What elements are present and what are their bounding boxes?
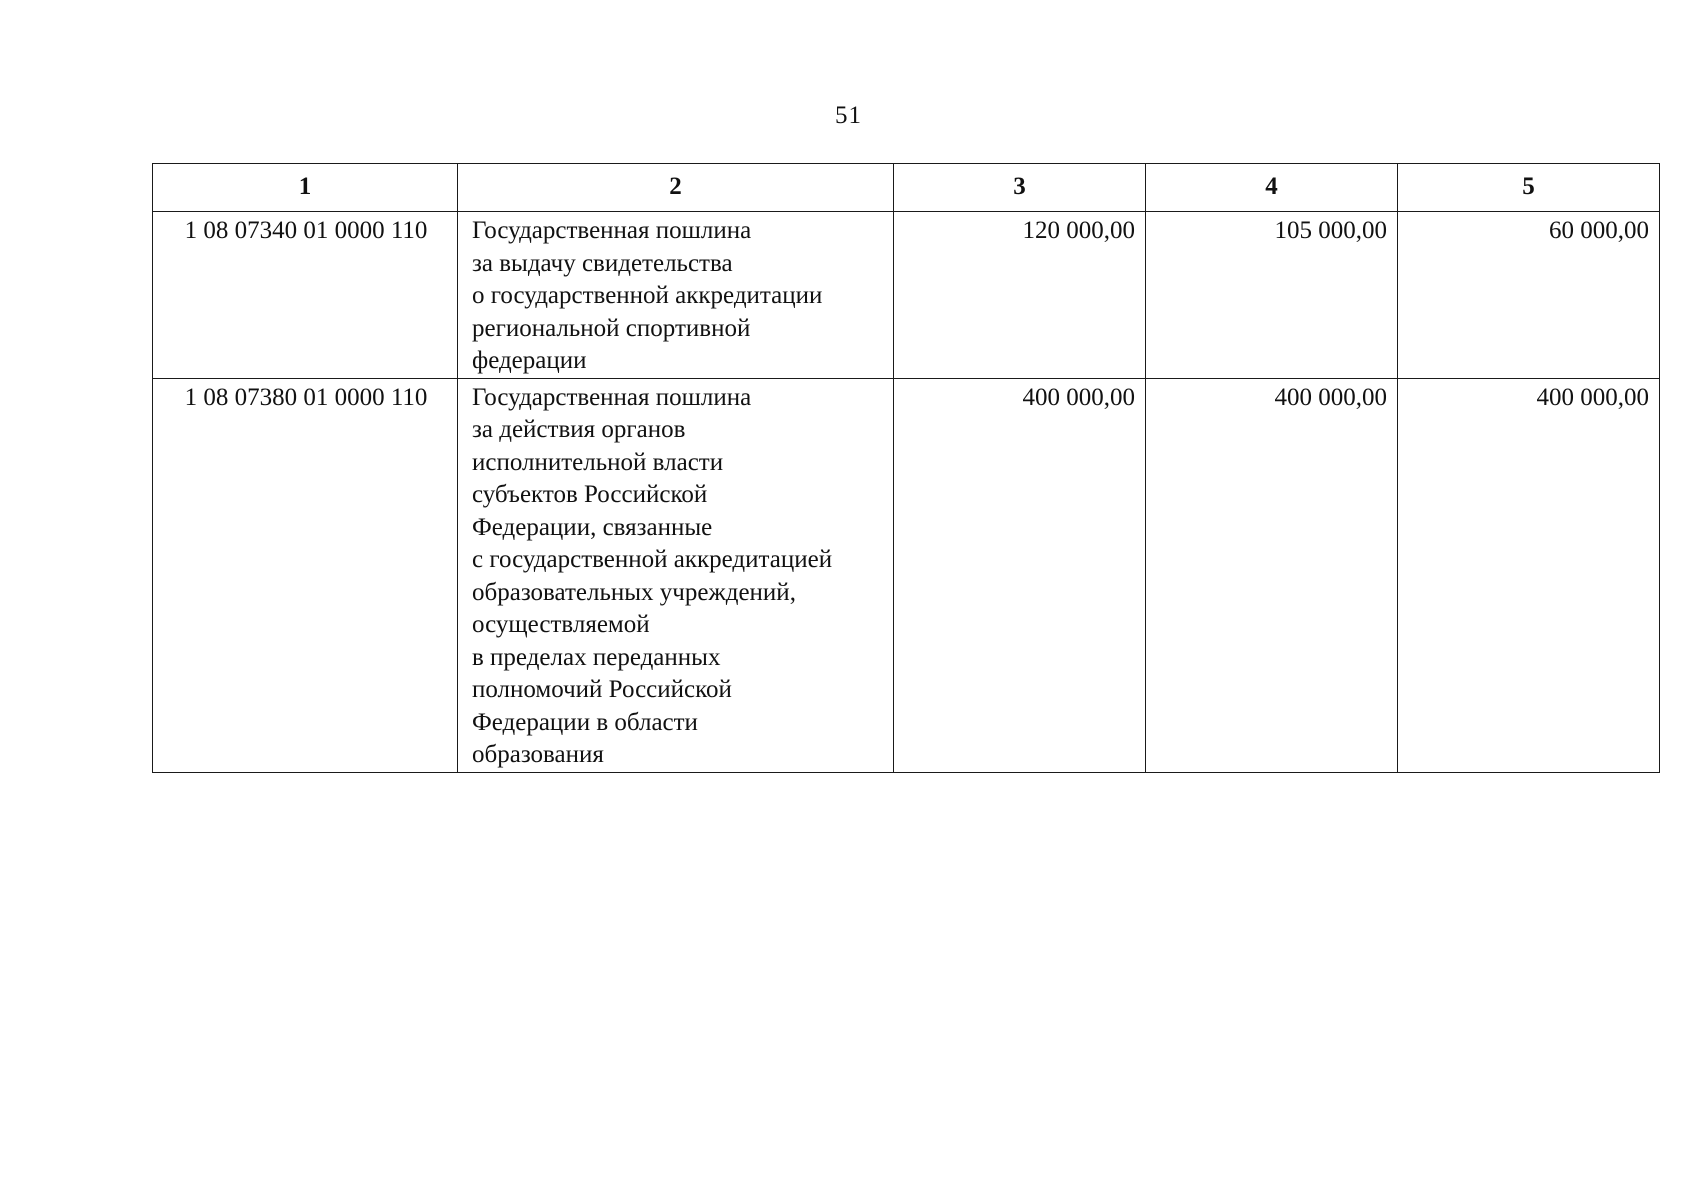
row-value-col-5: 60 000,00 bbox=[1398, 212, 1660, 379]
row-name-line: федерации bbox=[472, 347, 587, 374]
row-name bbox=[458, 378, 894, 772]
row-name-line: за выдачу свидетельства bbox=[472, 249, 733, 277]
row-code: 1 08 07380 01 0000 110 bbox=[153, 378, 458, 772]
row-name-line: Федерации в области bbox=[472, 708, 698, 736]
header-col-4: 4 bbox=[1146, 164, 1398, 212]
page-number: 51 bbox=[835, 102, 862, 129]
row-name bbox=[458, 212, 894, 379]
header-col-2: 2 bbox=[458, 164, 894, 212]
row-value-col-3: 400 000,00 bbox=[894, 378, 1146, 772]
row-name-line: Государственная пошлина bbox=[472, 383, 752, 411]
row-value-col-5: 400 000,00 bbox=[1398, 378, 1660, 772]
row-name-line: исполнительной власти bbox=[472, 448, 724, 476]
table-header-row bbox=[153, 164, 1660, 212]
revenue-table bbox=[152, 163, 1660, 773]
row-name-line: полномочий Российской bbox=[472, 676, 732, 703]
row-value-col-4: 400 000,00 bbox=[1146, 378, 1398, 772]
row-name-line: в пределах переданных bbox=[472, 643, 721, 671]
row-name-line: за действия органов bbox=[472, 416, 686, 443]
row-value-col-4: 105 000,00 bbox=[1146, 212, 1398, 379]
row-name-line: Государственная пошлина bbox=[472, 217, 752, 244]
row-name-line: о государственной аккредитации bbox=[472, 282, 823, 309]
row-name-line: образования bbox=[472, 741, 604, 768]
row-name-line: с государственной аккредитацией bbox=[472, 546, 833, 573]
row-value-col-3: 120 000,00 bbox=[894, 212, 1146, 379]
row-code: 1 08 07340 01 0000 110 bbox=[153, 212, 458, 379]
row-name-line: Федерации, связанные bbox=[472, 513, 713, 541]
table-row bbox=[153, 378, 1660, 772]
header-col-1: 1 bbox=[153, 164, 458, 212]
row-name-line: образовательных учреждений, bbox=[472, 578, 796, 606]
header-col-3: 3 bbox=[894, 164, 1146, 212]
row-name-line: субъектов Российской bbox=[472, 481, 708, 508]
row-name-line: осуществляемой bbox=[472, 611, 650, 638]
table-row bbox=[153, 212, 1660, 379]
header-col-5: 5 bbox=[1398, 164, 1660, 212]
row-name-line: региональной спортивной bbox=[472, 314, 751, 342]
